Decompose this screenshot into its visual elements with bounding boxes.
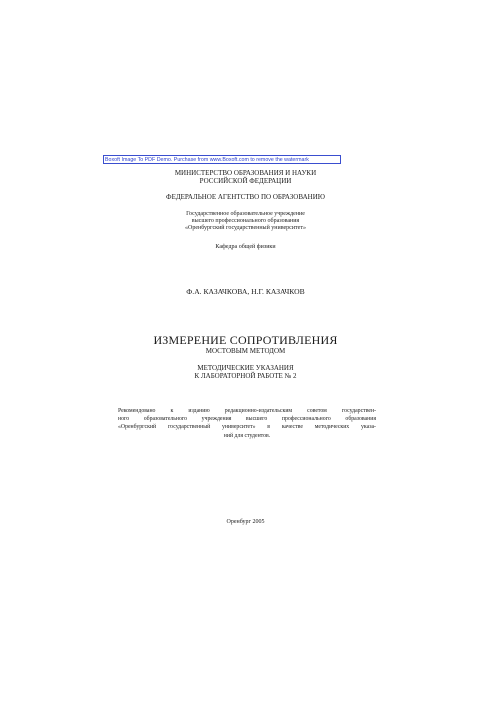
recommendation-line: ного образовательного учреждения высшего профессионального образования xyxy=(118,416,376,423)
recommendation-line: «Оренбургский государственный университет» в качестве методических указа- xyxy=(118,424,376,431)
agency-name: ФЕДЕРАЛЬНОЕ АГЕНТСТВО ПО ОБРАЗОВАНИЮ xyxy=(166,193,325,201)
document-title: ИЗМЕРЕНИЕ СОПРОТИВЛЕНИЯ xyxy=(153,333,338,347)
institution-line-3: «Оренбургский государственный университет» xyxy=(185,225,306,231)
recommendation-paragraph xyxy=(118,407,376,440)
department-name: Кафедра общей физики xyxy=(215,244,276,250)
institution-line-1: Государственное образовательное учреждение xyxy=(186,211,305,217)
ministry-line-1: МИНИСТЕРСТВО ОБРАЗОВАНИЯ И НАУКИ xyxy=(174,169,317,177)
doc-type-line-1: МЕТОДИЧЕСКИЕ УКАЗАНИЯ xyxy=(197,364,294,372)
doc-type-line-2: К ЛАБОРАТОРНОЙ РАБОТЕ № 2 xyxy=(194,372,297,380)
recommendation-line: ний для студентов. xyxy=(223,432,271,439)
authors: Ф.А. КАЗАЧКОВА, Н.Г. КАЗАЧКОВ xyxy=(186,287,305,296)
footer-city-year: Оренбург 2005 xyxy=(226,519,265,525)
ministry-line-2: РОССИЙСКОЙ ФЕДЕРАЦИИ xyxy=(199,177,292,185)
document-subtitle: МОСТОВЫМ МЕТОДОМ xyxy=(205,347,286,355)
institution-line-2: высшего профессионального образования xyxy=(191,218,300,224)
watermark-banner: Boxoft Image To PDF Demo. Purchase from www.Boxoft.com to remove the watermark xyxy=(103,155,341,164)
recommendation-line: Рекомендовано к изданию редакционно-издательским советом государствен- xyxy=(118,408,376,414)
